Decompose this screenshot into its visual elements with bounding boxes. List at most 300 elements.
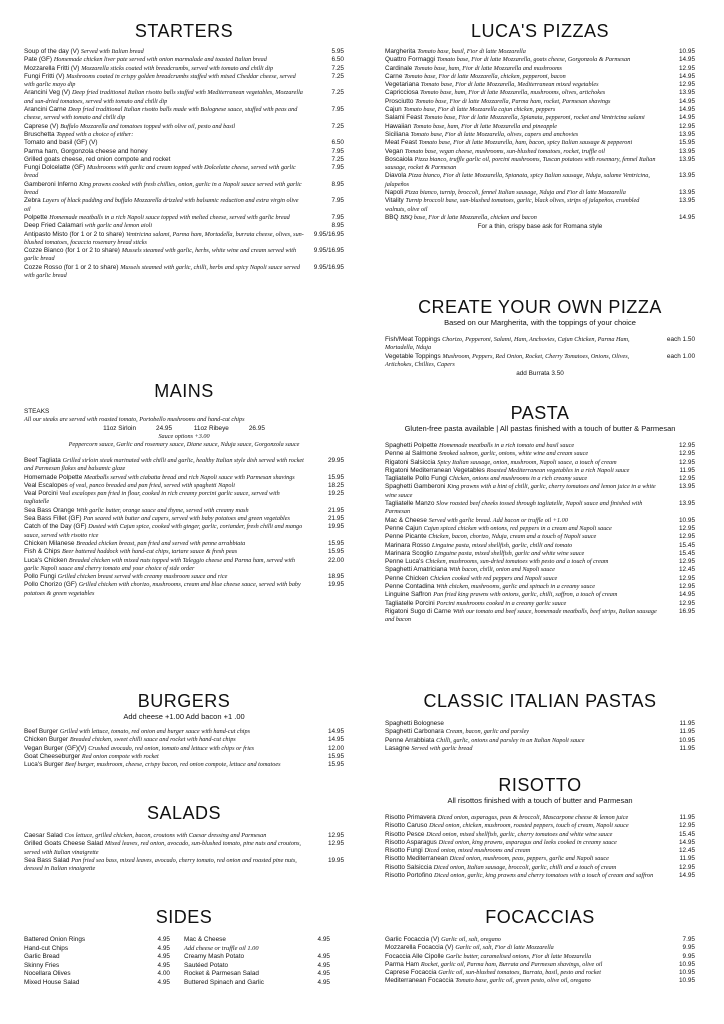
menu-item-description: Chilli, garlic, onions and parsley in an Italian Napoli sauce bbox=[436, 736, 585, 744]
menu-item-text bbox=[385, 517, 695, 525]
menu-item-text bbox=[385, 745, 695, 753]
menu-item-name: Arancini Veg (V) bbox=[24, 89, 71, 97]
menu-item-text bbox=[385, 353, 695, 370]
menu-item-name: Cozze Bianco (for 1 or 2 to share) bbox=[24, 247, 120, 255]
menu-item-text bbox=[385, 737, 695, 745]
menu-item-description: Tomato base, basil, Fior di latte Mozzarella bbox=[417, 48, 526, 55]
menu-item-description: BBQ base, Fior di latte Mozzarella, chicken and bacon bbox=[400, 213, 537, 221]
menu-item-name: Penne Luca's bbox=[385, 558, 424, 566]
menu-item-price: 19.95 bbox=[328, 856, 344, 864]
menu-item-name: Gamberoni Inferno bbox=[24, 180, 78, 188]
side-name: Buttered Spinach and Garlic bbox=[184, 978, 264, 986]
menu-item-text bbox=[24, 56, 344, 64]
pizzas-heading: LUCA'S PIZZAS bbox=[471, 21, 609, 41]
menu-item-text bbox=[385, 855, 695, 863]
menu-item bbox=[24, 540, 344, 548]
menu-item bbox=[385, 517, 695, 525]
menu-item-text bbox=[24, 131, 344, 139]
menu-item-name: Vegan Burger (GF)(V) bbox=[24, 744, 87, 752]
menu-item-text bbox=[24, 106, 344, 123]
menu-item-description: Diced onion, mushroom, peas, peppers, garlic and Napoli sauce bbox=[449, 855, 609, 863]
menu-item-description: With chicken, mushrooms, garlic and spinach in a creamy sauce bbox=[436, 583, 596, 591]
menu-item-text bbox=[385, 944, 695, 952]
menu-item-price: 12.95 bbox=[328, 832, 344, 839]
menu-item-description: Homemade meatballs in a rich Napoli sauce topped with melted cheese, served with garlic bread bbox=[49, 213, 290, 221]
menu-item-description: Tomato base, garlic oil, green pesto, olive oil, oregano bbox=[455, 977, 591, 985]
menu-item-description: Mussels steamed with garlic, herbs, white wine and cream served with garlic bread bbox=[24, 247, 297, 263]
side-name: Garlic Bread bbox=[24, 953, 60, 961]
sides-grid bbox=[24, 936, 344, 988]
menu-item-description: Tomato base, Fior di latte Mozzarella, chicken, pepperoni, bacon bbox=[404, 72, 566, 80]
menu-item-text bbox=[385, 73, 695, 81]
menu-item-text bbox=[385, 839, 695, 847]
burgers-heading: BURGERS bbox=[137, 691, 231, 711]
menu-item-price: 12.95 bbox=[679, 574, 695, 582]
menu-item-description: Mozzarella sticks coated with breadcrumbs, served with tomato and chilli dip bbox=[81, 64, 274, 72]
menu-item-price: 12.95 bbox=[328, 840, 344, 848]
menu-item-name: Caprese Focaccia bbox=[385, 969, 437, 977]
menu-item-name: Vegan bbox=[385, 147, 404, 155]
mains-section bbox=[24, 380, 344, 598]
menu-item bbox=[385, 608, 695, 625]
menu-item-text bbox=[24, 457, 344, 474]
menu-item-name: Parma ham, Gorgonzola cheese and honey bbox=[24, 147, 148, 155]
menu-item bbox=[385, 459, 695, 467]
sides-heading: SIDES bbox=[155, 907, 213, 927]
menu-item-name: Sea Bass Salad bbox=[24, 856, 70, 864]
menu-item-name: Spaghetti Bolognese bbox=[385, 720, 444, 727]
menu-item-name: Penne Contadina bbox=[385, 583, 435, 591]
salads-list bbox=[24, 832, 344, 873]
menu-item-description: Breaded chicken breast, pan fried and served with penne arrabbiata bbox=[76, 539, 246, 547]
menu-item-text bbox=[385, 156, 695, 173]
menu-item-text bbox=[24, 832, 344, 840]
menu-item-description: Crushed avocado, red onion, tomato and lettuce with chips or fries bbox=[88, 744, 255, 752]
menu-item bbox=[385, 73, 695, 81]
menu-item-description: Chicken, onions and mushrooms in a rich creamy sauce bbox=[448, 475, 588, 483]
menu-item-price: 7.25 bbox=[331, 64, 344, 72]
menu-item-price: 11.95 bbox=[679, 855, 695, 863]
menu-item bbox=[385, 745, 695, 753]
menu-item-text bbox=[24, 557, 344, 574]
menu-item-description: Pizza bianco, truffle garlic oil, porcini mushrooms, Tuscan potatoes with rosemary, fennel Italian sausage, rocket & Parmesan bbox=[385, 155, 656, 172]
menu-item bbox=[24, 48, 344, 56]
menu-item-text bbox=[385, 450, 695, 458]
menu-item-price: 14.95 bbox=[328, 736, 344, 744]
menu-item-description: Pan seared with butter and capers, served with baby potatoes and green vegetables bbox=[83, 515, 290, 523]
side-price: 4.95 bbox=[157, 944, 170, 952]
ribeye-price: 26.95 bbox=[248, 425, 265, 432]
menu-item-description: Smoked salmon, garlic, onions, white wine and cream sauce bbox=[439, 450, 589, 458]
menu-item-description: King prawns with a hint of chilli, garlic, cherry tomatoes and lemon juice in a white wine sauce bbox=[385, 483, 656, 499]
menu-item-name: Penne Cajun bbox=[385, 524, 422, 532]
focaccias-list bbox=[385, 936, 695, 986]
menu-item-text bbox=[24, 48, 344, 56]
menu-item bbox=[385, 81, 695, 89]
side-price: 4.95 bbox=[317, 978, 330, 986]
menu-item-price: 11.95 bbox=[679, 744, 695, 752]
menu-item-text bbox=[385, 608, 695, 625]
create-list bbox=[385, 336, 695, 369]
menu-item-price: 29.95 bbox=[328, 457, 344, 464]
menu-item-description: Tomato base, Fior di latte Mozzarella cajun chicken, peppers bbox=[403, 106, 556, 114]
menu-item-price: 14.95 bbox=[679, 56, 695, 64]
mains-list bbox=[24, 457, 344, 598]
menu-item bbox=[385, 737, 695, 745]
menu-item-description: With our tomato and beef sauce, homemade meatballs, beef strips, Italian sausage and bacon bbox=[385, 607, 657, 624]
menu-item-text bbox=[24, 507, 344, 515]
menu-item-price: 15.95 bbox=[679, 139, 695, 147]
menu-item-text bbox=[24, 89, 344, 106]
menu-item-description: Meatballs served with ciabatta bread and rich Napoli sauce with Parmesan shavings bbox=[84, 473, 295, 481]
menu-item bbox=[385, 558, 695, 566]
menu-item-description: Beer battered haddock with hand-cut chips, tartare sauce & fresh peas bbox=[62, 548, 238, 556]
pasta-list bbox=[385, 442, 695, 625]
menu-item bbox=[385, 944, 695, 952]
menu-item-price: 15.45 bbox=[679, 830, 695, 838]
menu-item-description: Garlic butter, caramelised onions, Fior di latte Mozzarella bbox=[445, 952, 592, 960]
menu-item-price: 7.95 bbox=[331, 147, 344, 155]
menu-item-price: 15.95 bbox=[328, 539, 344, 547]
menu-item-name: Arancini Carne bbox=[24, 106, 67, 114]
menu-item-text bbox=[385, 131, 695, 139]
menu-item-name: Zebra bbox=[24, 197, 41, 205]
menu-item bbox=[24, 231, 344, 248]
side-price: 4.95 bbox=[317, 936, 330, 943]
menu-item-text bbox=[24, 214, 344, 222]
menu-item bbox=[24, 507, 344, 515]
create-subtitle: Based on our Margherita, with the toppings of your choice bbox=[444, 318, 636, 327]
menu-item-description: King prawns cooked with fresh chillies, onion, garlic in a Napoli sauce served with garlic bread bbox=[24, 180, 302, 197]
menu-item bbox=[385, 831, 695, 839]
menu-item-price: 10.95 bbox=[679, 977, 695, 985]
menu-item-text bbox=[24, 573, 344, 581]
menu-item bbox=[24, 214, 344, 222]
menu-item bbox=[385, 442, 695, 450]
menu-item-description: Turnip broccoli base, sun-blushed tomatoes, garlic, black olives, strips of jalapeños, crumbled walnuts, olive oil bbox=[385, 197, 640, 213]
menu-item-text bbox=[385, 148, 695, 156]
side-name: Creamy Mash Potato bbox=[184, 953, 245, 961]
menu-item-description: Mushrooms coated in crispy golden breadcrumbs stuffed with mixed Cheddar cheese, served with garlic mayo dip bbox=[24, 72, 296, 89]
menu-item-price: 13.95 bbox=[679, 500, 695, 508]
menu-item-name: Capricciosa bbox=[385, 89, 419, 97]
menu-item-price: 14.95 bbox=[679, 114, 695, 122]
classic-heading: CLASSIC ITALIAN PASTAS bbox=[423, 691, 657, 711]
side-name: Skinny Fries bbox=[24, 961, 60, 969]
side-name: Battered Onion Rings bbox=[24, 936, 86, 943]
starters-section bbox=[24, 20, 344, 280]
menu-item-name: Cardinale bbox=[385, 64, 413, 72]
menu-item-name: Goat Cheeseburger bbox=[24, 752, 81, 760]
side-price bbox=[304, 945, 344, 954]
menu-item bbox=[385, 977, 695, 985]
menu-item bbox=[24, 745, 344, 753]
menu-item-description: Chorizo, Pepperoni, Salami, Ham, Anchovies, Cajun Chicken, Parma Ham, Mortadella, Nduja bbox=[385, 336, 630, 352]
menu-item-name: Veal Escalopes bbox=[24, 481, 68, 489]
steaks-row bbox=[24, 424, 344, 433]
burrata-addon: add Burrata 3.50 bbox=[516, 370, 564, 378]
menu-item-name: Rigatoni Sugo di Carne bbox=[385, 607, 452, 615]
menu-item-description: Ventricina salami, Parma ham, Mortadella, burrata cheese, olives, sun-blushed tomatoes, focaccia rosemary bread sticks bbox=[24, 230, 304, 246]
menu-item-name: Pollo Chorizo (GF) bbox=[24, 581, 77, 589]
menu-item bbox=[385, 89, 695, 97]
menu-item-price: 12.95 bbox=[679, 81, 695, 89]
menu-item-price: 13.95 bbox=[679, 89, 695, 97]
menu-item bbox=[24, 156, 344, 164]
menu-item-name: Marinara Scoglio bbox=[385, 549, 433, 557]
pasta-subtitle: Gluten-free pasta available | All pastas finished with a touch of butter & Parmesan bbox=[404, 424, 676, 433]
menu-item-price: 10.95 bbox=[679, 960, 695, 968]
menu-item bbox=[24, 56, 344, 64]
pizzas-section bbox=[385, 20, 695, 231]
menu-item-price: 12.95 bbox=[679, 450, 695, 458]
menu-item-price: 12.95 bbox=[679, 583, 695, 591]
menu-item-description: Breaded chicken, sweet chilli sauce and rocket with hand-cut chips bbox=[69, 736, 236, 744]
menu-item-description: Served with Italian bread bbox=[80, 48, 144, 55]
menu-item-text bbox=[24, 540, 344, 548]
menu-item-description: Homemade meatballs in a rich tomato and basil sauce bbox=[439, 442, 575, 449]
menu-item-description: Breaded chicken with mixed nuts topped with Taleggio cheese and Parma ham, served with garlic Napoli sauce and cherry tomato and your choice of side order bbox=[24, 556, 295, 572]
menu-item-description: of veal, panco breaded and pan fried, served with spaghetti Napoli bbox=[69, 481, 235, 489]
pizzas-footer: For a thin, crispy base ask for Romana style bbox=[477, 223, 603, 231]
menu-item-description: With bacon, chilli, onion and Napoli sauce bbox=[448, 566, 555, 574]
menu-item-name: Sea Bass Fillet (GF) bbox=[24, 515, 82, 523]
menu-item-name: Focaccia Alle Cipolle bbox=[385, 952, 444, 960]
menu-item bbox=[385, 56, 695, 64]
menu-item-name: Fish/Meat Toppings bbox=[385, 336, 441, 343]
menu-item bbox=[385, 575, 695, 583]
menu-item-description: Grilled sirloin steak marinated with chilli and garlic, healthy Italian style dish served with rocket and Parmesan flakes and balsamic glaze bbox=[24, 457, 304, 473]
menu-item-name: Diavola bbox=[385, 172, 407, 180]
menu-item bbox=[385, 450, 695, 458]
menu-item-name: Siciliana bbox=[385, 130, 409, 138]
menu-item bbox=[24, 736, 344, 744]
menu-item-price: 13.95 bbox=[679, 172, 695, 180]
menu-item-description: Served with garlic bread. Add bacon or truffle oil +1.00 bbox=[428, 516, 568, 524]
menu-item-description: Cos lettuce, grilled chicken, bacon, croutons with Caesar dressing and Parmesan bbox=[64, 832, 267, 839]
menu-item-text bbox=[385, 558, 695, 566]
menu-item-name: Sea Bass Orange bbox=[24, 506, 75, 514]
menu-item bbox=[24, 222, 344, 230]
side-name: Nocellara Olives bbox=[24, 970, 71, 978]
menu-item-description: Porcini mushrooms cooked in a creamy garlic sauce bbox=[436, 599, 567, 607]
menu-item-text bbox=[24, 231, 344, 248]
menu-item-text bbox=[385, 814, 695, 822]
menu-item-price: 8.95 bbox=[331, 222, 344, 230]
menu-item-text bbox=[385, 533, 695, 541]
menu-item-name: Salami Feast bbox=[385, 114, 423, 122]
menu-item-text bbox=[385, 977, 695, 985]
menu-item-text bbox=[385, 89, 695, 97]
menu-item bbox=[24, 264, 344, 281]
menu-item-name: Risotto Caruso bbox=[385, 822, 428, 830]
menu-item bbox=[24, 247, 344, 264]
menu-item-name: Linguine Saffron bbox=[385, 591, 432, 599]
menu-item-description: with garlic and lemon aioli bbox=[84, 222, 153, 230]
menu-item-price: 15.45 bbox=[679, 541, 695, 549]
menu-item-price: 14.95 bbox=[679, 838, 695, 846]
menu-item-text bbox=[385, 114, 695, 122]
menu-item-name: Cajun bbox=[385, 106, 402, 114]
menu-item-price: 6.50 bbox=[331, 56, 344, 64]
menu-item-description: Pizza bianco, turnip, broccoli, fennel Italian sausage, Nduja and Fior di latte Mozzarella bbox=[404, 189, 626, 197]
menu-item-name: Luca's Burger bbox=[24, 761, 64, 769]
menu-item bbox=[385, 48, 695, 56]
menu-item-price: 10.95 bbox=[679, 516, 695, 524]
menu-item bbox=[385, 131, 695, 139]
pizzas-list bbox=[385, 48, 695, 222]
menu-item-name: Caesar Salad bbox=[24, 832, 63, 839]
menu-item bbox=[24, 761, 344, 769]
menu-item-price: 12.95 bbox=[679, 558, 695, 566]
menu-item-text bbox=[24, 123, 344, 131]
risotto-heading: RISOTTO bbox=[498, 775, 582, 795]
side-name: Hand-cut Chips bbox=[24, 944, 69, 952]
menu-item-description: Tomato base, Fior di latte Mozzarella, goats cheese, Gorgonzola & Parmesan bbox=[436, 56, 631, 64]
menu-item-name: Carne bbox=[385, 72, 403, 80]
menu-item bbox=[24, 139, 344, 147]
menu-item-description: Grilled chicken with chorizo, mushrooms, cream and blue cheese sauce, served with baby potatoes & green vegetables bbox=[24, 581, 301, 597]
menu-item bbox=[24, 832, 344, 840]
menu-item-description: Cream, bacon, garlic and parsley bbox=[445, 728, 530, 736]
menu-item-text bbox=[385, 864, 695, 872]
menu-item bbox=[385, 855, 695, 863]
pasta-heading: PASTA bbox=[510, 403, 570, 423]
sirloin-label: 11oz Sirloin bbox=[103, 425, 137, 432]
menu-item bbox=[385, 197, 695, 214]
menu-item-price: 12.45 bbox=[679, 847, 695, 855]
menu-item-name: Rigatoni Salsiccia bbox=[385, 458, 436, 466]
menu-item-name: Rigatoni Mediterranean Vegetables bbox=[385, 466, 485, 474]
menu-item-name: Grilled goats cheese, red onion compote and rocket bbox=[24, 155, 171, 163]
menu-item-price: 8.95 bbox=[331, 180, 344, 188]
menu-item-description: Tomato base, vegan cheese, mushrooms, sun-blushed tomatoes, rocket, truffle oil bbox=[404, 147, 605, 155]
menu-item-description: Topped with a choice of either: bbox=[56, 130, 134, 138]
menu-item-name: Mozzarella Fritti (V) bbox=[24, 64, 80, 72]
side-name: Sautéed Potato bbox=[184, 961, 229, 969]
menu-item-description: Tomato base, Fior di latte Mozzarella, ham, bacon, spicy Italian sausage & pepperoni bbox=[418, 139, 633, 147]
burgers-section bbox=[24, 690, 344, 769]
menu-item bbox=[385, 98, 695, 106]
menu-item-text bbox=[385, 123, 695, 131]
menu-item-name: Caprese (V) bbox=[24, 122, 59, 130]
menu-item-description: Pan fried sea bass, mixed leaves, avocado, cherry tomato, red onion and roasted pine nuts, dressed in Italian vinaigrette bbox=[24, 856, 297, 873]
menu-item-text bbox=[24, 753, 344, 761]
sauce-list: Peppercorn sauce, Garlic and rosemary sauce, Diane sauce, Nduja sauce, Gorgonzola sauce bbox=[68, 441, 300, 448]
menu-item-description: Beef burger, mushroom, cheese, crispy bacon, red onion compote, lettuce and tomatoes bbox=[65, 761, 281, 769]
menu-item-price: 18.95 bbox=[328, 573, 344, 581]
menu-item-name: Lasagne bbox=[385, 744, 410, 752]
menu-item-name: Homemade Polpette bbox=[24, 473, 83, 481]
menu-item-name: Meat Feast bbox=[385, 139, 417, 147]
menu-item bbox=[24, 123, 344, 131]
menu-item-text bbox=[385, 583, 695, 591]
menu-item-price: 12.95 bbox=[679, 442, 695, 449]
menu-item-price: 10.95 bbox=[679, 969, 695, 977]
menu-item-name: Luca's Chicken bbox=[24, 556, 68, 564]
menu-item-price: 7.25 bbox=[331, 122, 344, 130]
menu-item-text bbox=[385, 65, 695, 73]
menu-item-description: Tomato base, Fior di latte Mozzarella, Mediterranean mixed vegetables bbox=[420, 81, 599, 89]
menu-item bbox=[385, 475, 695, 483]
menu-item-description: Diced onion, king prawns, asparagus and leeks cooked in creamy sauce bbox=[438, 838, 617, 846]
menu-item bbox=[24, 573, 344, 581]
menu-item-text bbox=[24, 264, 344, 281]
side-price: 4.95 bbox=[157, 961, 170, 969]
menu-item bbox=[385, 600, 695, 608]
menu-item bbox=[385, 214, 695, 222]
menu-item-text bbox=[385, 459, 695, 467]
menu-item bbox=[24, 557, 344, 574]
menu-item-text bbox=[385, 189, 695, 197]
menu-item bbox=[385, 550, 695, 558]
menu-item bbox=[385, 353, 695, 370]
menu-item-text bbox=[385, 550, 695, 558]
burgers-addons: Add cheese +1.00 Add bacon +1 .00 bbox=[123, 712, 245, 721]
side-price: 4.95 bbox=[317, 953, 330, 961]
menu-item-name: Pate (GF) bbox=[24, 56, 53, 64]
side-name: Mac & Cheese bbox=[184, 936, 226, 943]
menu-item-name: Risotto Portofino bbox=[385, 872, 433, 880]
menu-item bbox=[385, 156, 695, 173]
menu-item-price: 13.95 bbox=[679, 197, 695, 205]
menu-item bbox=[385, 839, 695, 847]
menu-item bbox=[385, 106, 695, 114]
menu-item-price: 14.95 bbox=[679, 872, 695, 880]
menu-item-description: Buffalo Mozzarella and tomatoes topped with olive oil, pesto and basil bbox=[60, 122, 236, 130]
menu-item bbox=[24, 131, 344, 139]
menu-item-description: Deep fried traditional Italian risotto balls stuffed with Mediterranean vegetables, Mozzarella and sun-dried tomatoes, served with tomato and chilli dip bbox=[24, 89, 303, 105]
menu-item bbox=[385, 961, 695, 969]
menu-item-text bbox=[24, 515, 344, 523]
menu-item bbox=[385, 822, 695, 830]
menu-item bbox=[24, 548, 344, 556]
menu-item bbox=[385, 953, 695, 961]
starters-list bbox=[24, 48, 344, 280]
menu-item-text bbox=[24, 482, 344, 490]
menu-item-price: 13.95 bbox=[679, 155, 695, 163]
menu-item-text bbox=[385, 475, 695, 483]
side-price: 4.00 bbox=[157, 970, 170, 978]
menu-item-text bbox=[24, 761, 344, 769]
menu-item-text bbox=[385, 936, 695, 944]
create-heading: CREATE YOUR OWN PIZZA bbox=[418, 297, 662, 317]
menu-item-text bbox=[24, 197, 344, 214]
menu-item-name: Quattro Formaggi bbox=[385, 56, 436, 64]
menu-item bbox=[24, 482, 344, 490]
side-price: 4.95 bbox=[157, 936, 170, 943]
menu-item-name: Mac & Cheese bbox=[385, 516, 427, 524]
menu-item bbox=[385, 483, 695, 500]
menu-item-text bbox=[385, 847, 695, 855]
menu-item-text bbox=[385, 575, 695, 583]
menu-item-text bbox=[24, 164, 344, 181]
sides-section bbox=[24, 906, 344, 988]
menu-item-price: 12.95 bbox=[679, 475, 695, 483]
menu-item-name: Parma Ham bbox=[385, 960, 420, 968]
menu-item-description: Tomato base, ham, Fior di latte Mozzarella and pineapple bbox=[413, 122, 557, 130]
menu-item bbox=[385, 720, 695, 728]
menu-item bbox=[385, 969, 695, 977]
menu-item-description: Chicken, mushrooms, sun-dried tomatoes with pesto and a touch of cream bbox=[425, 558, 609, 566]
menu-item bbox=[385, 566, 695, 574]
menu-item-name: BBQ bbox=[385, 213, 399, 221]
menu-item bbox=[385, 467, 695, 475]
menu-item-text bbox=[385, 500, 695, 517]
menu-item-price: 7.25 bbox=[331, 72, 344, 80]
menu-item-price: 11.95 bbox=[679, 466, 695, 474]
menu-item bbox=[385, 936, 695, 944]
